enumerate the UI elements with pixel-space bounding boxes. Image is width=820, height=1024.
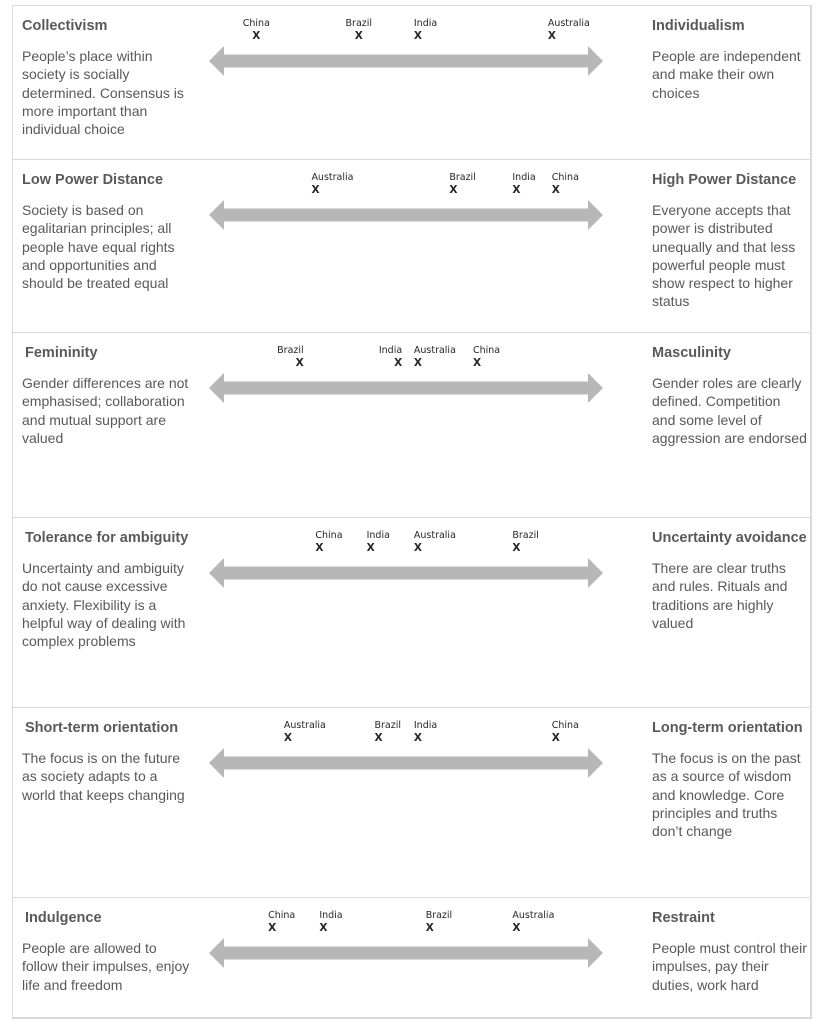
right-pole [652, 344, 807, 447]
left-pole-description: People are allowed to follow their impulses, enjoy life and freedom [22, 940, 190, 993]
country-label: China [268, 910, 296, 921]
country-marker-india [414, 17, 437, 42]
country-label: China [315, 530, 343, 541]
dimension-scale [203, 6, 623, 86]
left-pole [22, 909, 192, 994]
country-label: India [512, 172, 536, 183]
dimension-scale [203, 333, 623, 413]
country-marker-australia [548, 17, 590, 42]
left-pole [22, 719, 192, 804]
country-marker-china [552, 171, 579, 196]
country-marker-australia [414, 529, 456, 554]
left-pole-heading: Short-term orientation [25, 720, 179, 736]
left-pole-heading: Collectivism [22, 18, 108, 34]
x-mark-icon: X [425, 922, 434, 934]
country-marker-australia [512, 909, 554, 934]
country-marker-china [315, 529, 342, 554]
left-pole [22, 529, 192, 650]
arrow-shape [209, 748, 603, 778]
country-label: Brazil [425, 910, 453, 921]
country-label: India [319, 910, 343, 921]
x-mark-icon: X [315, 542, 324, 554]
country-label: Brazil [374, 720, 401, 731]
country-label: Australia [547, 18, 590, 29]
right-pole-description: There are clear truths and rules. Rituals and traditions are highly valued [652, 560, 788, 631]
dimension-row [13, 707, 810, 897]
x-mark-icon: X [374, 732, 383, 744]
left-pole-heading: Low Power Distance [22, 172, 164, 188]
country-marker-brazil [449, 171, 476, 196]
right-pole-heading: Masculinity [652, 345, 731, 361]
country-label: Brazil [512, 530, 539, 541]
arrow-shape [209, 46, 603, 76]
double-headed-arrow-icon [209, 373, 605, 403]
dimension-row [13, 332, 810, 517]
country-marker-brazil [374, 719, 401, 744]
right-pole [652, 529, 807, 632]
x-mark-icon: X [295, 357, 304, 369]
right-pole [652, 171, 807, 311]
x-mark-icon: X [413, 732, 422, 744]
x-mark-icon: X [268, 922, 277, 934]
country-label: Australia [512, 910, 555, 921]
dimension-row [13, 897, 810, 1017]
country-marker-brazil [512, 529, 539, 554]
dimension-scale [203, 518, 623, 598]
country-label: Australia [413, 345, 456, 356]
left-pole-description: Society is based on egalitarian principles; all people have equal rights and opportunities and should be treated equal [22, 202, 175, 292]
country-label: India [413, 18, 438, 29]
right-pole-heading: Restraint [652, 910, 715, 926]
country-marker-china [243, 17, 270, 42]
dimension-row [13, 159, 810, 332]
dimension-row [13, 6, 810, 159]
dimension-scale [203, 160, 623, 240]
left-pole-description: The focus is on the future as society adapts to a world that keeps changing [22, 750, 185, 803]
country-label: Brazil [345, 18, 373, 29]
double-headed-arrow-icon [209, 558, 605, 588]
left-pole [22, 17, 192, 138]
country-label: China [242, 18, 270, 29]
arrow-shape [209, 558, 603, 588]
country-marker-india [512, 171, 535, 196]
country-marker-china [473, 344, 500, 369]
x-mark-icon: X [354, 30, 363, 42]
country-marker-india [414, 719, 437, 744]
x-mark-icon: X [319, 922, 328, 934]
country-marker-australia [311, 171, 353, 196]
right-pole-heading: Individualism [652, 18, 745, 34]
x-mark-icon: X [252, 30, 261, 42]
x-mark-icon: X [449, 184, 458, 196]
country-marker-china [268, 909, 295, 934]
left-pole-description: Gender differences are not emphasised; collaboration and mutual support are valued [22, 375, 189, 446]
left-pole-heading: Tolerance for ambiguity [25, 530, 189, 546]
x-mark-icon: X [413, 357, 422, 369]
country-marker-india [367, 529, 390, 554]
right-pole-description: People are independent and make their own choices [652, 48, 801, 101]
x-mark-icon: X [551, 184, 560, 196]
x-mark-icon: X [394, 357, 403, 369]
right-pole-heading: High Power Distance [652, 172, 797, 188]
country-marker-china [552, 719, 579, 744]
right-pole-heading: Long-term orientation [652, 720, 803, 736]
country-marker-brazil [426, 909, 453, 934]
right-pole [652, 719, 807, 840]
double-headed-arrow-icon [209, 200, 605, 230]
x-mark-icon: X [547, 30, 556, 42]
right-pole-description: Gender roles are clearly defined. Competition and some level of aggression are endorsed [652, 375, 807, 446]
country-label: Australia [413, 530, 456, 541]
dimension-scale [203, 898, 623, 978]
x-mark-icon: X [512, 184, 521, 196]
x-mark-icon: X [413, 542, 422, 554]
country-marker-india [379, 344, 402, 369]
right-pole-heading: Uncertainty avoidance [652, 530, 807, 546]
x-mark-icon: X [512, 542, 521, 554]
left-pole [22, 344, 192, 447]
country-label: China [551, 720, 579, 731]
x-mark-icon: X [551, 732, 560, 744]
right-pole-description: Everyone accepts that power is distributed unequally and that less powerful people must show respect to higher status [652, 202, 796, 310]
country-label: China [472, 345, 501, 356]
country-marker-brazil [346, 17, 373, 42]
country-label: India [366, 530, 390, 541]
country-label: China [551, 172, 579, 183]
arrow-shape [209, 373, 603, 403]
right-pole [652, 909, 807, 994]
double-headed-arrow-icon [209, 938, 605, 968]
country-label: Brazil [449, 172, 476, 183]
country-marker-brazil [277, 344, 304, 369]
left-pole-heading: Indulgence [25, 910, 102, 926]
country-label: Australia [283, 720, 326, 731]
x-mark-icon: X [512, 922, 521, 934]
country-label: India [378, 345, 403, 356]
left-pole-description: Uncertainty and ambiguity do not cause excessive anxiety. Flexibility is a helpful way of dealing with complex problems [22, 560, 186, 650]
left-pole [22, 171, 192, 292]
cultural-dimensions-table [12, 5, 812, 1019]
country-marker-australia [414, 344, 456, 369]
x-mark-icon: X [413, 30, 422, 42]
right-pole-description: People must control their impulses, pay their duties, work hard [652, 940, 807, 993]
country-marker-australia [284, 719, 326, 744]
double-headed-arrow-icon [209, 46, 605, 76]
country-marker-india [319, 909, 342, 934]
right-pole [652, 17, 807, 102]
country-label: Australia [311, 172, 354, 183]
right-pole-description: The focus is on the past as a source of wisdom and knowledge. Core principles and truths don’t change [652, 750, 801, 840]
dimension-row [13, 517, 810, 707]
x-mark-icon: X [311, 184, 320, 196]
x-mark-icon: X [283, 732, 292, 744]
left-pole-description: People’s place within society is socially determined. Consensus is more important than individual choice [22, 48, 184, 138]
arrow-shape [209, 938, 603, 968]
arrow-shape [209, 200, 603, 230]
double-headed-arrow-icon [209, 748, 605, 778]
dimension-scale [203, 708, 623, 788]
country-label: India [413, 720, 438, 731]
x-mark-icon: X [366, 542, 375, 554]
left-pole-heading: Femininity [25, 345, 98, 361]
x-mark-icon: X [472, 357, 482, 369]
country-label: Brazil [277, 345, 304, 356]
